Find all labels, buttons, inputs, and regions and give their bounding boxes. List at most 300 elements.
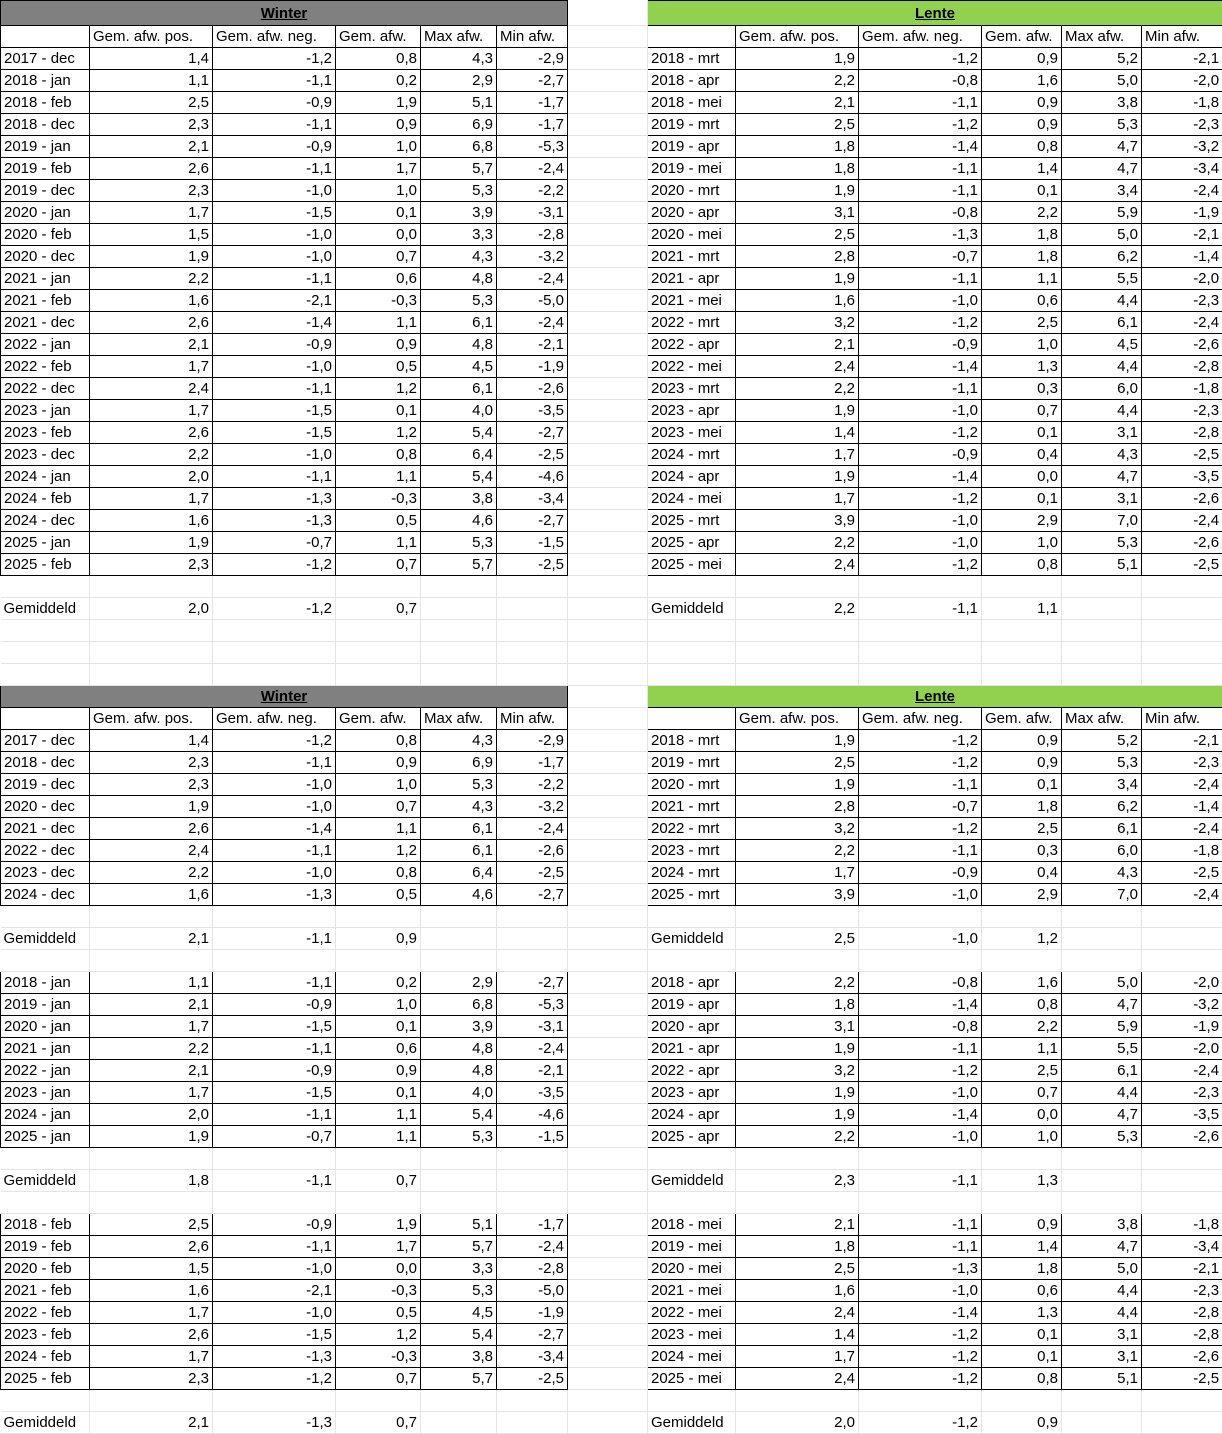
value-cell[interactable]: 2,6 <box>90 1324 213 1346</box>
value-cell[interactable]: 6,2 <box>1062 796 1142 818</box>
value-cell[interactable]: 0,9 <box>982 730 1062 752</box>
value-cell[interactable]: -1,0 <box>213 444 336 466</box>
value-cell[interactable]: -2,6 <box>497 840 568 862</box>
value-cell[interactable]: 1,9 <box>736 774 859 796</box>
row-label[interactable]: 2023 - mrt <box>648 840 736 862</box>
average-value[interactable]: 2,2 <box>736 598 859 620</box>
cell[interactable] <box>1062 1390 1142 1412</box>
value-cell[interactable]: 4,4 <box>1062 1082 1142 1104</box>
value-cell[interactable]: 2,8 <box>736 796 859 818</box>
value-cell[interactable]: 0,7 <box>336 246 421 268</box>
average-value[interactable]: -1,1 <box>859 1170 982 1192</box>
value-cell[interactable]: 2,1 <box>90 136 213 158</box>
row-label[interactable]: 2022 - jan <box>1 1060 90 1082</box>
value-cell[interactable]: -1,1 <box>213 268 336 290</box>
value-cell[interactable]: -2,5 <box>1142 554 1222 576</box>
cell[interactable] <box>1 620 90 642</box>
value-cell[interactable]: 4,3 <box>1062 444 1142 466</box>
value-cell[interactable]: -3,4 <box>1142 1236 1222 1258</box>
value-cell[interactable]: 5,4 <box>421 422 497 444</box>
value-cell[interactable]: 1,8 <box>982 246 1062 268</box>
value-cell[interactable]: 2,5 <box>982 818 1062 840</box>
value-cell[interactable]: 4,6 <box>421 510 497 532</box>
row-label[interactable]: 2019 - apr <box>648 136 736 158</box>
value-cell[interactable]: 2,9 <box>982 510 1062 532</box>
column-header[interactable]: Max afw. <box>421 26 497 48</box>
cell[interactable] <box>568 510 648 532</box>
value-cell[interactable]: 0,8 <box>982 994 1062 1016</box>
average-label[interactable]: Gemiddeld <box>648 598 736 620</box>
cell[interactable] <box>1142 1170 1222 1192</box>
cell[interactable] <box>568 1060 648 1082</box>
cell[interactable] <box>1062 928 1142 950</box>
value-cell[interactable]: -1,3 <box>213 510 336 532</box>
cell[interactable] <box>90 1192 213 1214</box>
value-cell[interactable]: 0,1 <box>982 774 1062 796</box>
value-cell[interactable]: -2,6 <box>497 378 568 400</box>
cell[interactable] <box>859 620 982 642</box>
row-label[interactable]: 2025 - jan <box>1 1126 90 1148</box>
cell[interactable] <box>982 1192 1062 1214</box>
average-label[interactable]: Gemiddeld <box>1 1412 90 1434</box>
lente-title-cell[interactable]: Lente <box>648 1 1222 26</box>
cell[interactable] <box>648 906 736 928</box>
average-value[interactable]: -1,3 <box>213 1412 336 1434</box>
value-cell[interactable]: -1,0 <box>213 356 336 378</box>
value-cell[interactable]: -1,4 <box>859 1302 982 1324</box>
average-label[interactable]: Gemiddeld <box>1 598 90 620</box>
value-cell[interactable]: -2,7 <box>497 972 568 994</box>
row-label[interactable]: 2018 - dec <box>1 114 90 136</box>
value-cell[interactable]: -1,0 <box>213 180 336 202</box>
row-label[interactable]: 2021 - apr <box>648 268 736 290</box>
average-value[interactable]: 1,1 <box>982 598 1062 620</box>
value-cell[interactable]: 1,0 <box>982 334 1062 356</box>
value-cell[interactable]: -2,6 <box>1142 532 1222 554</box>
value-cell[interactable]: 5,1 <box>1062 554 1142 576</box>
value-cell[interactable]: -0,9 <box>859 444 982 466</box>
value-cell[interactable]: 3,1 <box>1062 1346 1142 1368</box>
value-cell[interactable]: -2,8 <box>1142 422 1222 444</box>
value-cell[interactable]: 5,3 <box>421 1126 497 1148</box>
value-cell[interactable]: -2,8 <box>497 224 568 246</box>
column-header[interactable]: Gem. afw. neg. <box>213 708 336 730</box>
value-cell[interactable]: 6,9 <box>421 114 497 136</box>
value-cell[interactable]: 1,9 <box>736 1038 859 1060</box>
row-label[interactable]: 2021 - apr <box>648 1038 736 1060</box>
cell[interactable] <box>421 1412 497 1434</box>
cell[interactable] <box>859 950 982 972</box>
value-cell[interactable]: 3,1 <box>736 1016 859 1038</box>
value-cell[interactable]: 5,2 <box>1062 730 1142 752</box>
value-cell[interactable]: -2,5 <box>497 554 568 576</box>
row-label[interactable]: 2023 - feb <box>1 422 90 444</box>
value-cell[interactable]: 1,8 <box>982 796 1062 818</box>
row-label[interactable]: 2017 - dec <box>1 48 90 70</box>
value-cell[interactable]: 2,3 <box>90 180 213 202</box>
cell[interactable] <box>736 576 859 598</box>
cell[interactable] <box>568 1280 648 1302</box>
value-cell[interactable]: -1,3 <box>859 224 982 246</box>
cell[interactable] <box>213 576 336 598</box>
column-header[interactable]: Gem. afw. <box>982 708 1062 730</box>
value-cell[interactable]: 1,1 <box>982 268 1062 290</box>
value-cell[interactable]: 4,8 <box>421 1038 497 1060</box>
value-cell[interactable]: 0,1 <box>982 1324 1062 1346</box>
value-cell[interactable]: -1,9 <box>1142 202 1222 224</box>
average-value[interactable]: 2,0 <box>736 1412 859 1434</box>
cell[interactable] <box>336 950 421 972</box>
value-cell[interactable]: -1,9 <box>497 1302 568 1324</box>
value-cell[interactable]: -1,1 <box>213 70 336 92</box>
value-cell[interactable]: 2,6 <box>90 158 213 180</box>
cell[interactable] <box>568 906 648 928</box>
row-label[interactable]: 2020 - feb <box>1 224 90 246</box>
cell[interactable] <box>568 1236 648 1258</box>
value-cell[interactable]: 5,0 <box>1062 70 1142 92</box>
value-cell[interactable]: -3,4 <box>497 488 568 510</box>
row-label[interactable]: 2020 - mei <box>648 224 736 246</box>
value-cell[interactable]: 1,4 <box>736 422 859 444</box>
value-cell[interactable]: 3,8 <box>1062 1214 1142 1236</box>
value-cell[interactable]: -3,2 <box>497 796 568 818</box>
value-cell[interactable]: 0,8 <box>982 136 1062 158</box>
value-cell[interactable]: 0,9 <box>336 334 421 356</box>
row-label[interactable]: 2019 - jan <box>1 994 90 1016</box>
value-cell[interactable]: 0,7 <box>336 796 421 818</box>
value-cell[interactable]: -1,2 <box>213 730 336 752</box>
cell[interactable] <box>648 642 736 664</box>
value-cell[interactable]: 4,3 <box>421 730 497 752</box>
average-value[interactable]: 2,0 <box>90 598 213 620</box>
value-cell[interactable]: 2,2 <box>736 532 859 554</box>
cell[interactable] <box>336 1192 421 1214</box>
row-label[interactable]: 2019 - feb <box>1 1236 90 1258</box>
value-cell[interactable]: 1,9 <box>90 532 213 554</box>
value-cell[interactable]: -1,5 <box>213 1016 336 1038</box>
average-value[interactable]: 0,9 <box>336 928 421 950</box>
value-cell[interactable]: 0,8 <box>336 862 421 884</box>
value-cell[interactable]: -1,7 <box>497 92 568 114</box>
value-cell[interactable]: 0,6 <box>336 1038 421 1060</box>
value-cell[interactable]: -0,8 <box>859 972 982 994</box>
value-cell[interactable]: -2,4 <box>497 312 568 334</box>
cell[interactable] <box>1062 950 1142 972</box>
cell[interactable] <box>736 906 859 928</box>
value-cell[interactable]: 0,7 <box>336 1368 421 1390</box>
value-cell[interactable]: 4,7 <box>1062 158 1142 180</box>
cell[interactable] <box>736 1148 859 1170</box>
value-cell[interactable]: 0,7 <box>336 554 421 576</box>
cell[interactable] <box>421 664 497 686</box>
value-cell[interactable]: 0,9 <box>336 752 421 774</box>
value-cell[interactable]: -1,0 <box>859 290 982 312</box>
column-header[interactable]: Gem. afw. <box>336 26 421 48</box>
cell[interactable] <box>568 686 648 708</box>
value-cell[interactable]: 1,1 <box>90 972 213 994</box>
average-label[interactable]: Gemiddeld <box>648 1412 736 1434</box>
value-cell[interactable]: 1,8 <box>982 1258 1062 1280</box>
value-cell[interactable]: 6,2 <box>1062 246 1142 268</box>
value-cell[interactable]: 1,8 <box>736 1236 859 1258</box>
value-cell[interactable]: 4,5 <box>421 1302 497 1324</box>
value-cell[interactable]: -1,3 <box>213 488 336 510</box>
row-label[interactable]: 2022 - apr <box>648 334 736 356</box>
row-label[interactable]: 2019 - mei <box>648 158 736 180</box>
cell[interactable] <box>648 620 736 642</box>
average-value[interactable]: 2,1 <box>90 1412 213 1434</box>
average-value[interactable]: -1,1 <box>859 598 982 620</box>
value-cell[interactable]: 4,3 <box>421 48 497 70</box>
value-cell[interactable]: 0,9 <box>336 114 421 136</box>
value-cell[interactable]: 0,3 <box>982 378 1062 400</box>
value-cell[interactable]: 3,1 <box>1062 422 1142 444</box>
cell[interactable] <box>1062 1148 1142 1170</box>
value-cell[interactable]: -2,0 <box>1142 268 1222 290</box>
cell[interactable] <box>1 642 90 664</box>
row-label[interactable]: 2022 - jan <box>1 334 90 356</box>
value-cell[interactable]: 2,4 <box>90 378 213 400</box>
cell[interactable] <box>568 1038 648 1060</box>
row-label[interactable]: 2022 - feb <box>1 356 90 378</box>
cell[interactable] <box>568 884 648 906</box>
cell[interactable] <box>497 1192 568 1214</box>
value-cell[interactable]: 1,8 <box>982 224 1062 246</box>
value-cell[interactable]: -2,4 <box>1142 818 1222 840</box>
value-cell[interactable]: -1,4 <box>1142 246 1222 268</box>
value-cell[interactable]: -1,1 <box>859 180 982 202</box>
cell[interactable] <box>568 202 648 224</box>
value-cell[interactable]: 3,8 <box>1062 92 1142 114</box>
row-label[interactable]: 2019 - apr <box>648 994 736 1016</box>
value-cell[interactable]: 5,5 <box>1062 268 1142 290</box>
cell[interactable] <box>421 642 497 664</box>
value-cell[interactable]: 2,2 <box>90 444 213 466</box>
value-cell[interactable]: 1,9 <box>90 1126 213 1148</box>
value-cell[interactable]: 1,9 <box>90 246 213 268</box>
winter-title-cell[interactable]: Winter <box>1 686 568 708</box>
value-cell[interactable]: 1,6 <box>90 510 213 532</box>
value-cell[interactable]: -2,9 <box>497 730 568 752</box>
value-cell[interactable]: 4,4 <box>1062 1302 1142 1324</box>
cell[interactable] <box>568 1302 648 1324</box>
value-cell[interactable]: 1,9 <box>336 1214 421 1236</box>
cell[interactable] <box>1062 664 1142 686</box>
row-label[interactable]: 2021 - dec <box>1 312 90 334</box>
column-header[interactable]: Gem. afw. neg. <box>859 708 982 730</box>
value-cell[interactable]: 5,3 <box>1062 752 1142 774</box>
value-cell[interactable]: -1,3 <box>213 884 336 906</box>
value-cell[interactable]: -0,7 <box>213 532 336 554</box>
value-cell[interactable]: -1,0 <box>213 1302 336 1324</box>
value-cell[interactable]: -2,1 <box>1142 224 1222 246</box>
value-cell[interactable]: 4,4 <box>1062 1280 1142 1302</box>
cell[interactable] <box>859 642 982 664</box>
value-cell[interactable]: 1,1 <box>336 532 421 554</box>
value-cell[interactable]: 2,4 <box>736 554 859 576</box>
value-cell[interactable]: -1,4 <box>859 466 982 488</box>
value-cell[interactable]: 0,9 <box>982 752 1062 774</box>
value-cell[interactable]: 4,0 <box>421 400 497 422</box>
cell[interactable] <box>568 334 648 356</box>
value-cell[interactable]: -1,0 <box>859 884 982 906</box>
cell[interactable] <box>568 532 648 554</box>
row-label[interactable]: 2023 - jan <box>1 400 90 422</box>
row-label[interactable]: 2025 - jan <box>1 532 90 554</box>
value-cell[interactable]: 0,1 <box>336 202 421 224</box>
value-cell[interactable]: 1,3 <box>982 1302 1062 1324</box>
value-cell[interactable]: 2,4 <box>736 356 859 378</box>
row-label[interactable]: 2024 - mei <box>648 1346 736 1368</box>
value-cell[interactable]: -1,4 <box>213 818 336 840</box>
value-cell[interactable]: -1,1 <box>213 158 336 180</box>
cell[interactable] <box>1 950 90 972</box>
value-cell[interactable]: 4,4 <box>1062 400 1142 422</box>
row-label[interactable]: 2018 - mei <box>648 1214 736 1236</box>
value-cell[interactable]: 4,4 <box>1062 356 1142 378</box>
value-cell[interactable]: -1,2 <box>859 1324 982 1346</box>
value-cell[interactable]: -3,5 <box>1142 1104 1222 1126</box>
value-cell[interactable]: 1,7 <box>90 356 213 378</box>
value-cell[interactable]: 4,8 <box>421 268 497 290</box>
value-cell[interactable]: -1,8 <box>1142 1214 1222 1236</box>
value-cell[interactable]: 1,1 <box>336 312 421 334</box>
value-cell[interactable]: 6,9 <box>421 752 497 774</box>
value-cell[interactable]: 2,8 <box>736 246 859 268</box>
cell[interactable] <box>568 466 648 488</box>
column-header[interactable]: Max afw. <box>421 708 497 730</box>
value-cell[interactable]: 2,9 <box>421 70 497 92</box>
cell[interactable] <box>568 752 648 774</box>
value-cell[interactable]: 0,0 <box>982 1104 1062 1126</box>
value-cell[interactable]: -3,1 <box>497 1016 568 1038</box>
cell[interactable] <box>982 576 1062 598</box>
cell[interactable] <box>1062 576 1142 598</box>
value-cell[interactable]: -1,5 <box>497 532 568 554</box>
value-cell[interactable]: 3,2 <box>736 1060 859 1082</box>
value-cell[interactable]: 1,0 <box>336 994 421 1016</box>
value-cell[interactable]: 3,2 <box>736 312 859 334</box>
row-label[interactable]: 2024 - mrt <box>648 444 736 466</box>
value-cell[interactable]: 1,2 <box>336 1324 421 1346</box>
value-cell[interactable]: 0,1 <box>336 1082 421 1104</box>
cell[interactable] <box>1142 620 1222 642</box>
cell[interactable] <box>648 664 736 686</box>
value-cell[interactable]: -1,1 <box>213 466 336 488</box>
value-cell[interactable]: -1,1 <box>859 1038 982 1060</box>
value-cell[interactable]: 1,9 <box>736 180 859 202</box>
cell[interactable] <box>982 642 1062 664</box>
cell[interactable] <box>1 906 90 928</box>
row-label[interactable]: 2018 - mei <box>648 92 736 114</box>
column-header[interactable]: Gem. afw. pos. <box>90 26 213 48</box>
value-cell[interactable]: 0,6 <box>982 1280 1062 1302</box>
value-cell[interactable]: -1,1 <box>859 774 982 796</box>
value-cell[interactable]: -1,1 <box>213 752 336 774</box>
value-cell[interactable]: 2,6 <box>90 422 213 444</box>
value-cell[interactable]: -1,5 <box>213 400 336 422</box>
row-label[interactable]: 2025 - apr <box>648 1126 736 1148</box>
value-cell[interactable]: 2,1 <box>90 1060 213 1082</box>
value-cell[interactable]: 2,1 <box>736 92 859 114</box>
value-cell[interactable]: 2,1 <box>736 1214 859 1236</box>
value-cell[interactable]: 6,4 <box>421 444 497 466</box>
value-cell[interactable]: 1,9 <box>736 1082 859 1104</box>
value-cell[interactable]: -2,3 <box>1142 752 1222 774</box>
value-cell[interactable]: -2,0 <box>1142 1038 1222 1060</box>
cell[interactable] <box>982 664 1062 686</box>
value-cell[interactable]: -0,3 <box>336 488 421 510</box>
value-cell[interactable]: -1,0 <box>213 862 336 884</box>
value-cell[interactable]: -2,1 <box>213 1280 336 1302</box>
value-cell[interactable]: -1,1 <box>859 840 982 862</box>
value-cell[interactable]: 1,6 <box>736 1280 859 1302</box>
value-cell[interactable]: -0,7 <box>213 1126 336 1148</box>
value-cell[interactable]: 2,2 <box>90 1038 213 1060</box>
value-cell[interactable]: -1,0 <box>859 510 982 532</box>
value-cell[interactable]: -2,5 <box>1142 1368 1222 1390</box>
value-cell[interactable]: -1,2 <box>859 1060 982 1082</box>
value-cell[interactable]: 1,7 <box>90 488 213 510</box>
value-cell[interactable]: 0,9 <box>982 48 1062 70</box>
value-cell[interactable]: 5,4 <box>421 1324 497 1346</box>
value-cell[interactable]: -1,1 <box>213 972 336 994</box>
cell[interactable] <box>1142 906 1222 928</box>
value-cell[interactable]: -1,5 <box>213 1324 336 1346</box>
value-cell[interactable]: 1,1 <box>336 466 421 488</box>
value-cell[interactable]: 2,3 <box>90 774 213 796</box>
value-cell[interactable]: -1,0 <box>213 1258 336 1280</box>
cell[interactable] <box>421 598 497 620</box>
cell[interactable] <box>859 576 982 598</box>
row-label[interactable]: 2020 - dec <box>1 796 90 818</box>
value-cell[interactable]: 1,1 <box>336 1126 421 1148</box>
row-label[interactable]: 2018 - mrt <box>648 48 736 70</box>
average-label[interactable]: Gemiddeld <box>1 1170 90 1192</box>
value-cell[interactable]: -2,8 <box>1142 1302 1222 1324</box>
value-cell[interactable]: 1,1 <box>336 818 421 840</box>
column-header[interactable]: Min afw. <box>1142 26 1222 48</box>
value-cell[interactable]: 1,1 <box>336 1104 421 1126</box>
row-label[interactable]: 2023 - mei <box>648 1324 736 1346</box>
cell[interactable] <box>497 1390 568 1412</box>
value-cell[interactable]: 2,5 <box>90 1214 213 1236</box>
cell[interactable] <box>568 136 648 158</box>
value-cell[interactable]: -0,9 <box>859 862 982 884</box>
cell[interactable] <box>1062 642 1142 664</box>
value-cell[interactable]: -2,9 <box>497 48 568 70</box>
row-label[interactable]: 2022 - mrt <box>648 818 736 840</box>
cell[interactable] <box>1062 1170 1142 1192</box>
value-cell[interactable]: 1,0 <box>982 532 1062 554</box>
value-cell[interactable]: -1,2 <box>859 818 982 840</box>
cell[interactable] <box>568 840 648 862</box>
cell[interactable] <box>568 950 648 972</box>
cell[interactable] <box>1062 1192 1142 1214</box>
value-cell[interactable]: -2,4 <box>497 818 568 840</box>
row-label[interactable]: 2019 - mrt <box>648 752 736 774</box>
cell[interactable] <box>648 576 736 598</box>
cell[interactable] <box>1 664 90 686</box>
value-cell[interactable]: 1,8 <box>736 158 859 180</box>
value-cell[interactable]: 4,3 <box>421 796 497 818</box>
row-label[interactable]: 2021 - mei <box>648 290 736 312</box>
value-cell[interactable]: -2,8 <box>497 1258 568 1280</box>
value-cell[interactable]: -0,7 <box>859 246 982 268</box>
cell[interactable] <box>568 92 648 114</box>
value-cell[interactable]: -2,1 <box>213 290 336 312</box>
value-cell[interactable]: 1,6 <box>736 290 859 312</box>
